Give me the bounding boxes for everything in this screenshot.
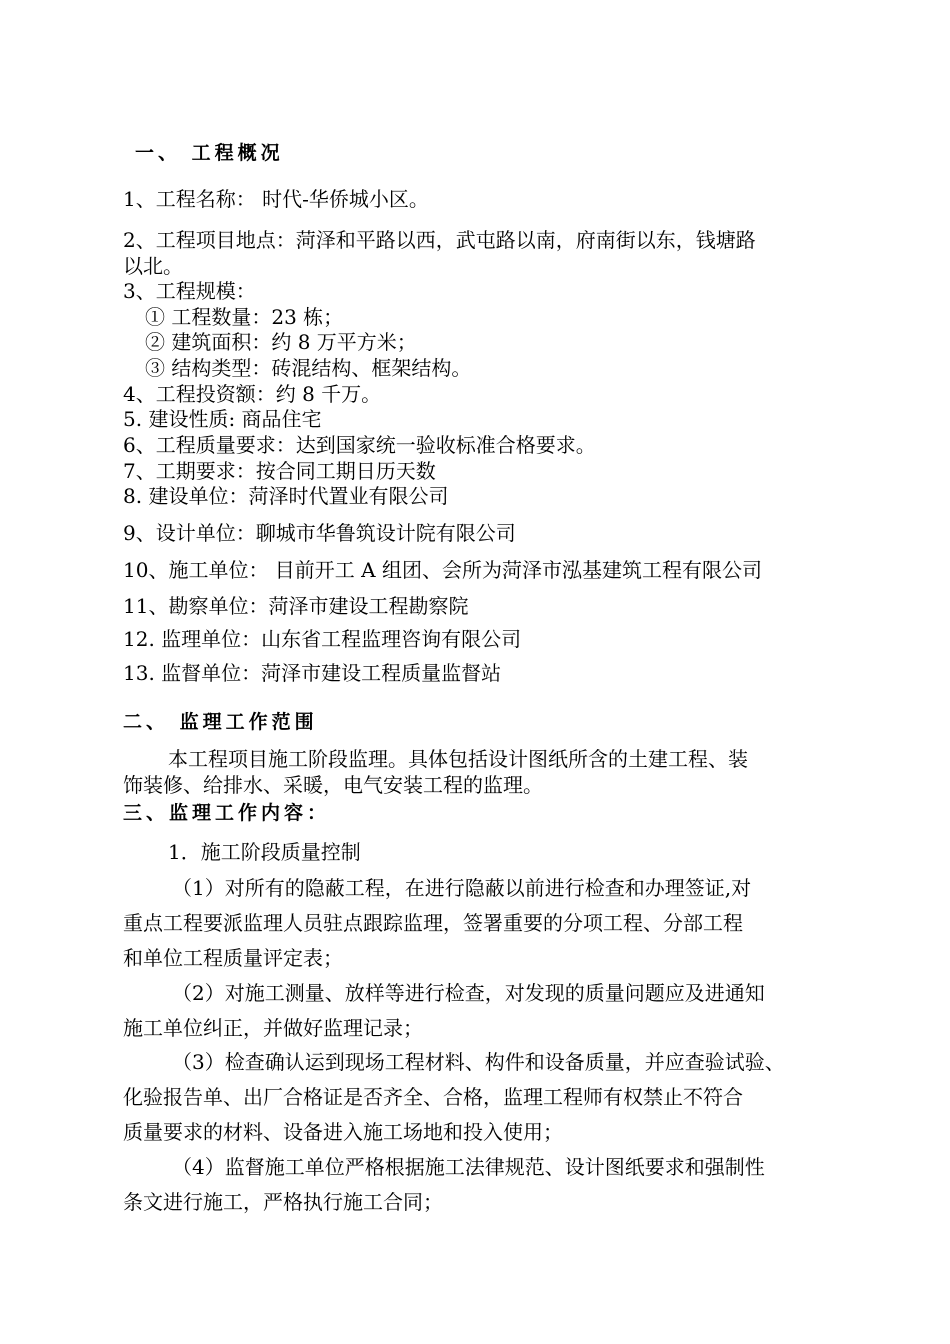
project-location-line-cont: 以北。 <box>123 254 183 278</box>
project-name-line: 1、工程名称： 时代-华侨城小区。 <box>123 187 429 211</box>
construction-nature-line: 5. 建设性质: 商品住宅 <box>123 407 322 431</box>
content-line-4: （2）对施工测量、放样等进行检查，对发现的质量问题应及进通知 <box>172 981 765 1005</box>
investment-line: 4、工程投资额：约 8 千万。 <box>123 382 382 406</box>
owner-unit-line: 8. 建设单位：菏泽时代置业有限公司 <box>123 484 449 508</box>
project-location-line: 2、工程项目地点：菏泽和平路以西，武屯路以南，府南街以东，钱塘路 <box>123 228 756 252</box>
quality-control-subheading: 1．施工阶段质量控制 <box>168 840 361 864</box>
construction-unit-line: 10、施工单位： 目前开工 A 组团、会所为菏泽市泓基建筑工程有限公司 <box>123 558 762 582</box>
supervision-unit-line: 12. 监理单位：山东省工程监理咨询有限公司 <box>123 627 522 651</box>
design-unit-line: 9、设计单位：聊城市华鲁筑设计院有限公司 <box>123 521 516 545</box>
content-line-5: 施工单位纠正，并做好监理记录； <box>123 1016 423 1040</box>
section-3-heading: 三、监理工作内容： <box>123 802 331 824</box>
quality-requirement-line: 6、工程质量要求：达到国家统一验收标准合格要求。 <box>123 433 596 457</box>
project-scale-line: 3、工程规模： <box>123 279 256 303</box>
building-area-line: ② 建筑面积：约 8 万平方米； <box>145 330 417 354</box>
survey-unit-line: 11、勘察单位：菏泽市建设工程勘察院 <box>123 594 469 618</box>
content-line-8: 质量要求的材料、设备进入施工场地和投入使用； <box>123 1120 563 1144</box>
content-line-3: 和单位工程质量评定表； <box>123 946 343 970</box>
content-line-6: （3）检查确认运到现场工程材料、构件和设备质量，并应查验试验、 <box>172 1050 785 1074</box>
content-line-9: （4）监督施工单位严格根据施工法律规范、设计图纸要求和强制性 <box>172 1155 765 1179</box>
oversight-unit-line: 13. 监督单位：菏泽市建设工程质量监督站 <box>123 661 502 685</box>
scope-paragraph-line-2: 饰装修、给排水、采暖，电气安装工程的监理。 <box>123 773 543 797</box>
scope-paragraph-line-1: 本工程项目施工阶段监理。具体包括设计图纸所含的土建工程、装 <box>168 747 748 771</box>
section-1-heading: 一、 工程概况 <box>135 142 284 164</box>
content-line-2: 重点工程要派监理人员驻点跟踪监理，签署重要的分项工程、分部工程 <box>123 911 743 935</box>
content-line-1: （1）对所有的隐蔽工程，在进行隐蔽以前进行检查和办理签证,对 <box>172 876 752 900</box>
structure-type-line: ③ 结构类型：砖混结构、框架结构。 <box>145 356 472 380</box>
schedule-requirement-line: 7、工期要求：按合同工期日历天数 <box>123 459 436 483</box>
content-line-7: 化验报告单、出厂合格证是否齐全、合格，监理工程师有权禁止不符合 <box>123 1085 743 1109</box>
content-line-10: 条文进行施工，严格执行施工合同； <box>123 1190 443 1214</box>
project-quantity-line: ① 工程数量：23 栋； <box>145 305 344 329</box>
section-2-heading: 二、 监理工作范围 <box>123 711 318 733</box>
